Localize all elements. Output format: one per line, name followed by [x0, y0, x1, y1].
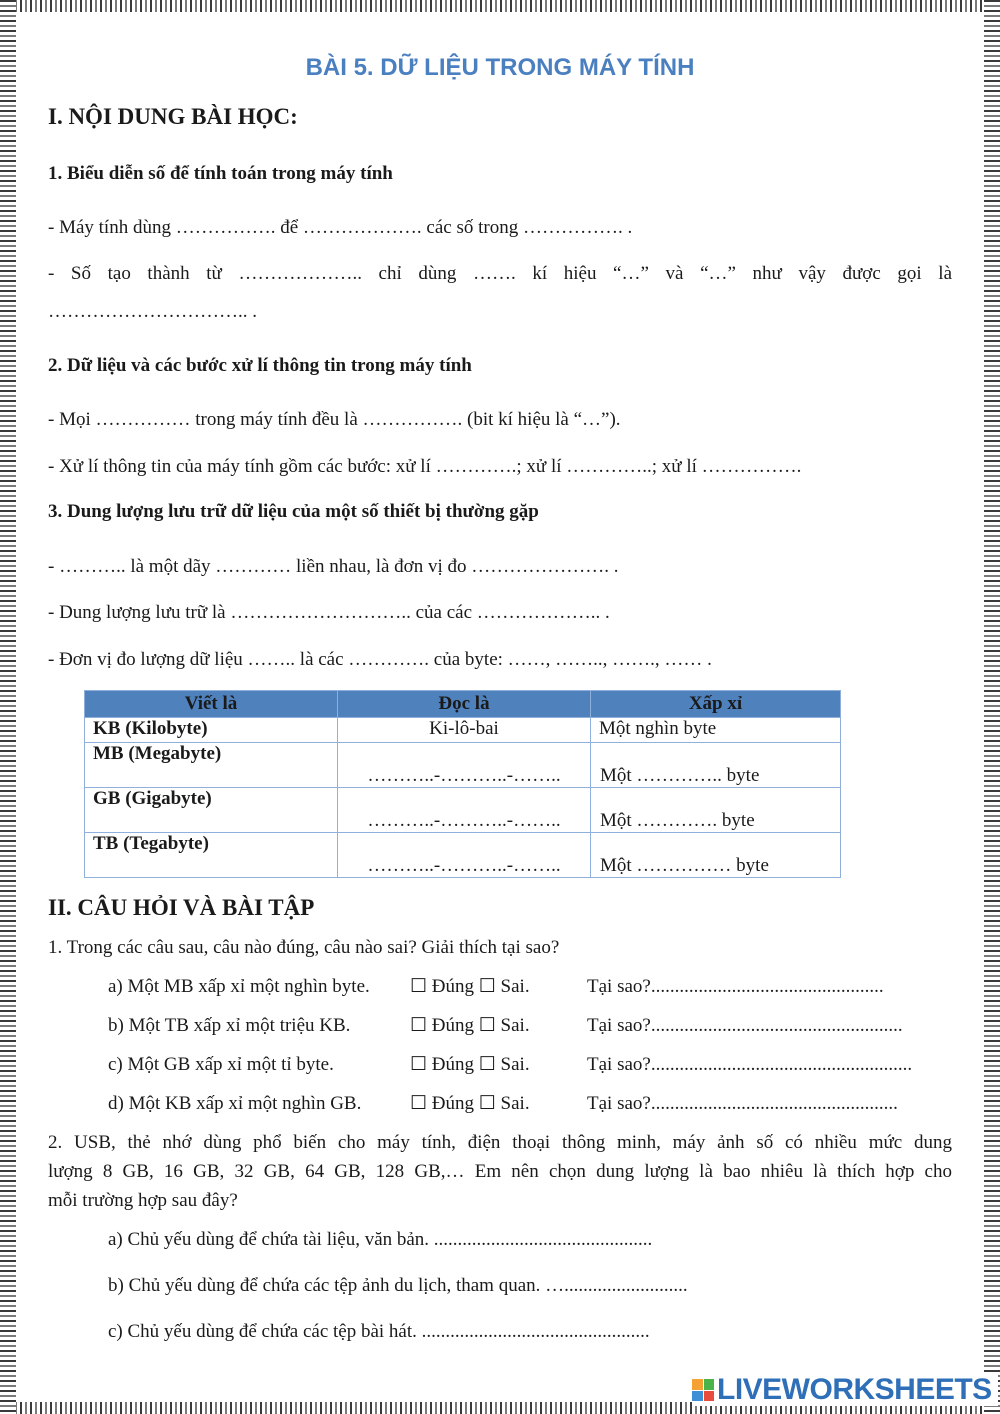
answer-blank[interactable]: Tại sao?.................................................... — [587, 1093, 898, 1114]
blank-text: Một ………….. byte — [600, 765, 760, 786]
true-false-checkboxes[interactable]: ☐ Đúng ☐ Sai. — [410, 1054, 530, 1075]
page-border-left — [0, 0, 16, 1414]
logo-mark-icon — [692, 1379, 714, 1401]
fill-line[interactable]: - Đơn vị đo lượng dữ liệu …….. là các …………. của byte: ……, …….., ……., …… . — [48, 649, 712, 670]
page-title: BÀI 5. DỮ LIỆU TRONG MÁY TÍNH — [305, 54, 695, 81]
question-2c-line[interactable]: c) Chủ yếu dùng để chứa các tệp bài hát. ................................................ — [108, 1321, 650, 1342]
table-cell-approx[interactable] — [591, 833, 841, 878]
question-2b-line[interactable]: b) Chủ yếu dùng để chứa các tệp ảnh du lịch, tham quan. ….......................... — [108, 1275, 688, 1296]
true-false-checkboxes[interactable]: ☐ Đúng ☐ Sai. — [410, 1015, 530, 1036]
table-header: Đọc là — [338, 691, 591, 718]
liveworksheets-logo — [692, 1374, 998, 1406]
table-header: Xấp xỉ — [591, 691, 841, 718]
table-row — [85, 788, 841, 833]
table-cell-read: Ki-lô-bai — [338, 718, 591, 743]
question-1c-statement: c) Một GB xấp xỉ một tỉ byte. — [108, 1054, 334, 1075]
page-border-top — [0, 0, 1000, 12]
question-1b-statement: b) Một TB xấp xỉ một triệu KB. — [108, 1015, 351, 1036]
table-cell-written: GB (Gigabyte) — [85, 788, 338, 833]
question-2-text: 2. USB, thẻ nhớ dùng phổ biến cho máy tính, điện thoại thông minh, máy ảnh số có nhiều mức dung — [48, 1132, 952, 1153]
table-header: Viết là — [85, 691, 338, 718]
question-2-text: mỗi trường hợp sau đây? — [48, 1190, 238, 1211]
question-2a-line[interactable]: a) Chủ yếu dùng để chứa tài liệu, văn bản. .............................................. — [108, 1229, 653, 1250]
blank-text: ………..-………..-…….. — [367, 765, 561, 786]
table-cell-approx[interactable] — [591, 743, 841, 788]
true-false-checkboxes[interactable]: ☐ Đúng ☐ Sai. — [410, 976, 530, 997]
blank-text: Một …………. byte — [600, 810, 755, 831]
question-1a-statement: a) Một MB xấp xỉ một nghìn byte. — [108, 976, 370, 997]
subsection-1-heading: 1. Biểu diễn số để tính toán trong máy tính — [48, 163, 393, 184]
subsection-3-heading: 3. Dung lượng lưu trữ dữ liệu của một số thiết bị thường gặp — [48, 501, 539, 522]
table-cell-read[interactable] — [338, 743, 591, 788]
question-1-text: 1. Trong các câu sau, câu nào đúng, câu nào sai? Giải thích tại sao? — [48, 937, 560, 958]
table-row — [85, 718, 841, 743]
blank-text: Một …………… byte — [600, 855, 769, 876]
table-cell-written: MB (Megabyte) — [85, 743, 338, 788]
logo-text: LIVEWORKSHEETS — [717, 1373, 992, 1406]
table-cell-read[interactable] — [338, 788, 591, 833]
answer-blank[interactable]: Tại sao?..................................................... — [587, 1015, 903, 1036]
table-cell-approx: Một nghìn byte — [591, 718, 841, 743]
table-cell-written: TB (Tegabyte) — [85, 833, 338, 878]
section-1-heading: I. NỘI DUNG BÀI HỌC: — [48, 104, 298, 129]
fill-line[interactable]: - Dung lượng lưu trữ là ……………………….. của các ……………….. . — [48, 602, 610, 623]
fill-line[interactable]: - Máy tính dùng ……………. để ………………. các số trong ……………. . — [48, 217, 633, 238]
fill-line[interactable]: - Số tạo thành từ ……………….. chỉ dùng ……. kí hiệu “…” và “…” như vậy được gọi là — [48, 263, 952, 284]
answer-blank[interactable]: Tại sao?................................................. — [587, 976, 884, 997]
table-cell-written: KB (Kilobyte) — [85, 718, 338, 743]
subsection-2-heading: 2. Dữ liệu và các bước xử lí thông tin trong máy tính — [48, 355, 472, 376]
table-cell-approx[interactable] — [591, 788, 841, 833]
blank-text: ………..-………..-…….. — [367, 810, 561, 831]
table-header-row — [85, 691, 841, 718]
blank-text: ………..-………..-…….. — [367, 855, 561, 876]
true-false-checkboxes[interactable]: ☐ Đúng ☐ Sai. — [410, 1093, 530, 1114]
page-border-right — [984, 0, 1000, 1414]
section-2-heading: II. CÂU HỎI VÀ BÀI TẬP — [48, 895, 315, 920]
answer-blank[interactable]: Tại sao?....................................................... — [587, 1054, 913, 1075]
units-table — [84, 690, 841, 878]
table-cell-read[interactable] — [338, 833, 591, 878]
table-row — [85, 743, 841, 788]
question-1d-statement: d) Một KB xấp xỉ một nghìn GB. — [108, 1093, 362, 1114]
fill-line[interactable]: - Mọi …………… trong máy tính đều là ……………. (bit kí hiệu là “…”). — [48, 409, 621, 430]
fill-line[interactable]: ………………………….. . — [48, 301, 257, 322]
question-2-text: lượng 8 GB, 16 GB, 32 GB, 64 GB, 128 GB,… Em nên chọn dung lượng là bao nhiêu là thích hợp cho — [48, 1161, 952, 1182]
fill-line[interactable]: - Xử lí thông tin của máy tính gồm các bước: xử lí ………….; xử lí …………..; xử lí ……………. — [48, 456, 802, 477]
table-row — [85, 833, 841, 878]
fill-line[interactable]: - ……….. là một dãy ………… liền nhau, là đơn vị đo …………………. . — [48, 556, 619, 577]
